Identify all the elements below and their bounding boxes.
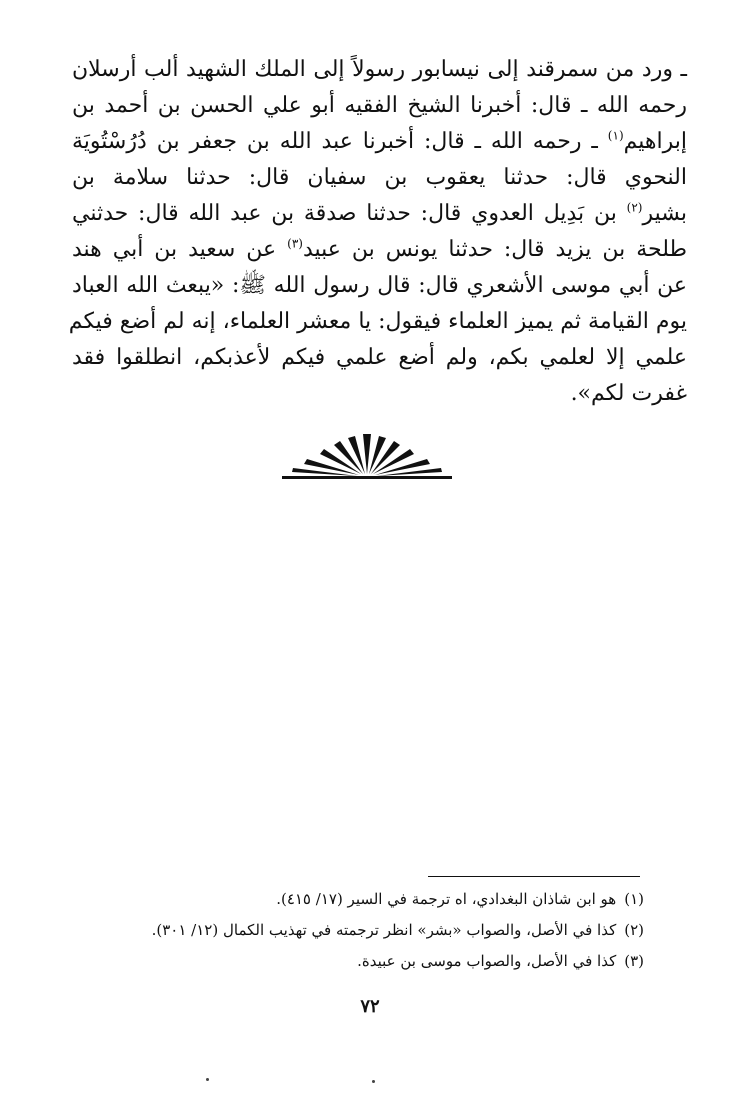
- body-line-text: ـ ورد من سمرقند إلى نيسابور رسولاً إلى الملك الشهيد ألب أرسلان: [72, 57, 687, 82]
- body-line-text: عن سعيد بن أبي هند: [72, 237, 288, 262]
- body-line: [72, 88, 687, 124]
- body-line: [72, 232, 687, 268]
- page-number: ٧٢: [360, 996, 380, 1017]
- body-text: [68, 52, 687, 412]
- body-line-text: رحمه الله ـ قال: أخبرنا الشيخ الفقيه أبو علي الحسن بن أحمد بن: [72, 93, 687, 118]
- footnotes: [84, 884, 644, 977]
- body-line: [72, 340, 687, 376]
- body-line: [72, 52, 687, 88]
- body-line-text: بشير: [642, 201, 687, 226]
- body-line-text: غفرت لكم».: [570, 381, 687, 406]
- body-line-text: بن بَدِيل العدوي قال: حدثنا صدقة بن عبد الله قال: حدثني: [72, 201, 627, 226]
- body-line: [72, 376, 687, 412]
- scan-speck: [372, 1080, 375, 1083]
- body-line-text: إبراهيم: [623, 129, 687, 154]
- footnote-text: كذا في الأصل، والصواب «بشر» انظر ترجمته في تهذيب الكمال (١٢/ ٣٠١).: [151, 921, 617, 939]
- footnote-text: كذا في الأصل، والصواب موسى بن عبيدة.: [357, 952, 617, 970]
- footnote-number: (١): [624, 890, 644, 908]
- body-line: [72, 196, 687, 232]
- body-line: [68, 304, 687, 340]
- footnote-ref-2[interactable]: (٢): [626, 200, 643, 215]
- footnote-separator: [428, 876, 640, 877]
- scan-speck: [206, 1078, 209, 1081]
- sunburst-ornament-icon: [282, 428, 452, 480]
- footnote-number: (٣): [624, 952, 644, 970]
- body-line: [72, 124, 687, 160]
- footnote-ref-1[interactable]: (١): [607, 128, 624, 143]
- footnote-2: [84, 915, 644, 946]
- body-line-text: طلحة بن يزيد قال: حدثنا يونس بن عبيد: [302, 237, 687, 262]
- body-line: [72, 268, 687, 304]
- footnote-ref-3[interactable]: (٣): [287, 236, 303, 251]
- body-line-text: عن أبي موسى الأشعري قال: قال رسول الله ﷺ: «يبعث الله العباد: [72, 273, 687, 298]
- body-line: [72, 160, 687, 196]
- body-line-text: علمي إلا لعلمي بكم، ولم أضع علمي فيكم لأعذبكم، انطلقوا فقد: [72, 345, 687, 370]
- body-line-text: النحوي قال: حدثنا يعقوب بن سفيان قال: حدثنا سلامة بن: [72, 165, 687, 190]
- footnote-3: [84, 946, 644, 977]
- footnote-1: [84, 884, 644, 915]
- footnote-number: (٢): [624, 921, 644, 939]
- body-line-text: يوم القيامة ثم يميز العلماء فيقول: يا معشر العلماء، إنه لم أضع فيكم: [68, 309, 687, 334]
- body-line-text: ـ رحمه الله ـ قال: أخبرنا عبد الله بن جعفر بن دُرُسْتُويَة: [72, 129, 608, 154]
- footnote-text: هو ابن شاذان البغدادي، اه ترجمة في السير (١٧/ ٤١٥).: [276, 890, 617, 908]
